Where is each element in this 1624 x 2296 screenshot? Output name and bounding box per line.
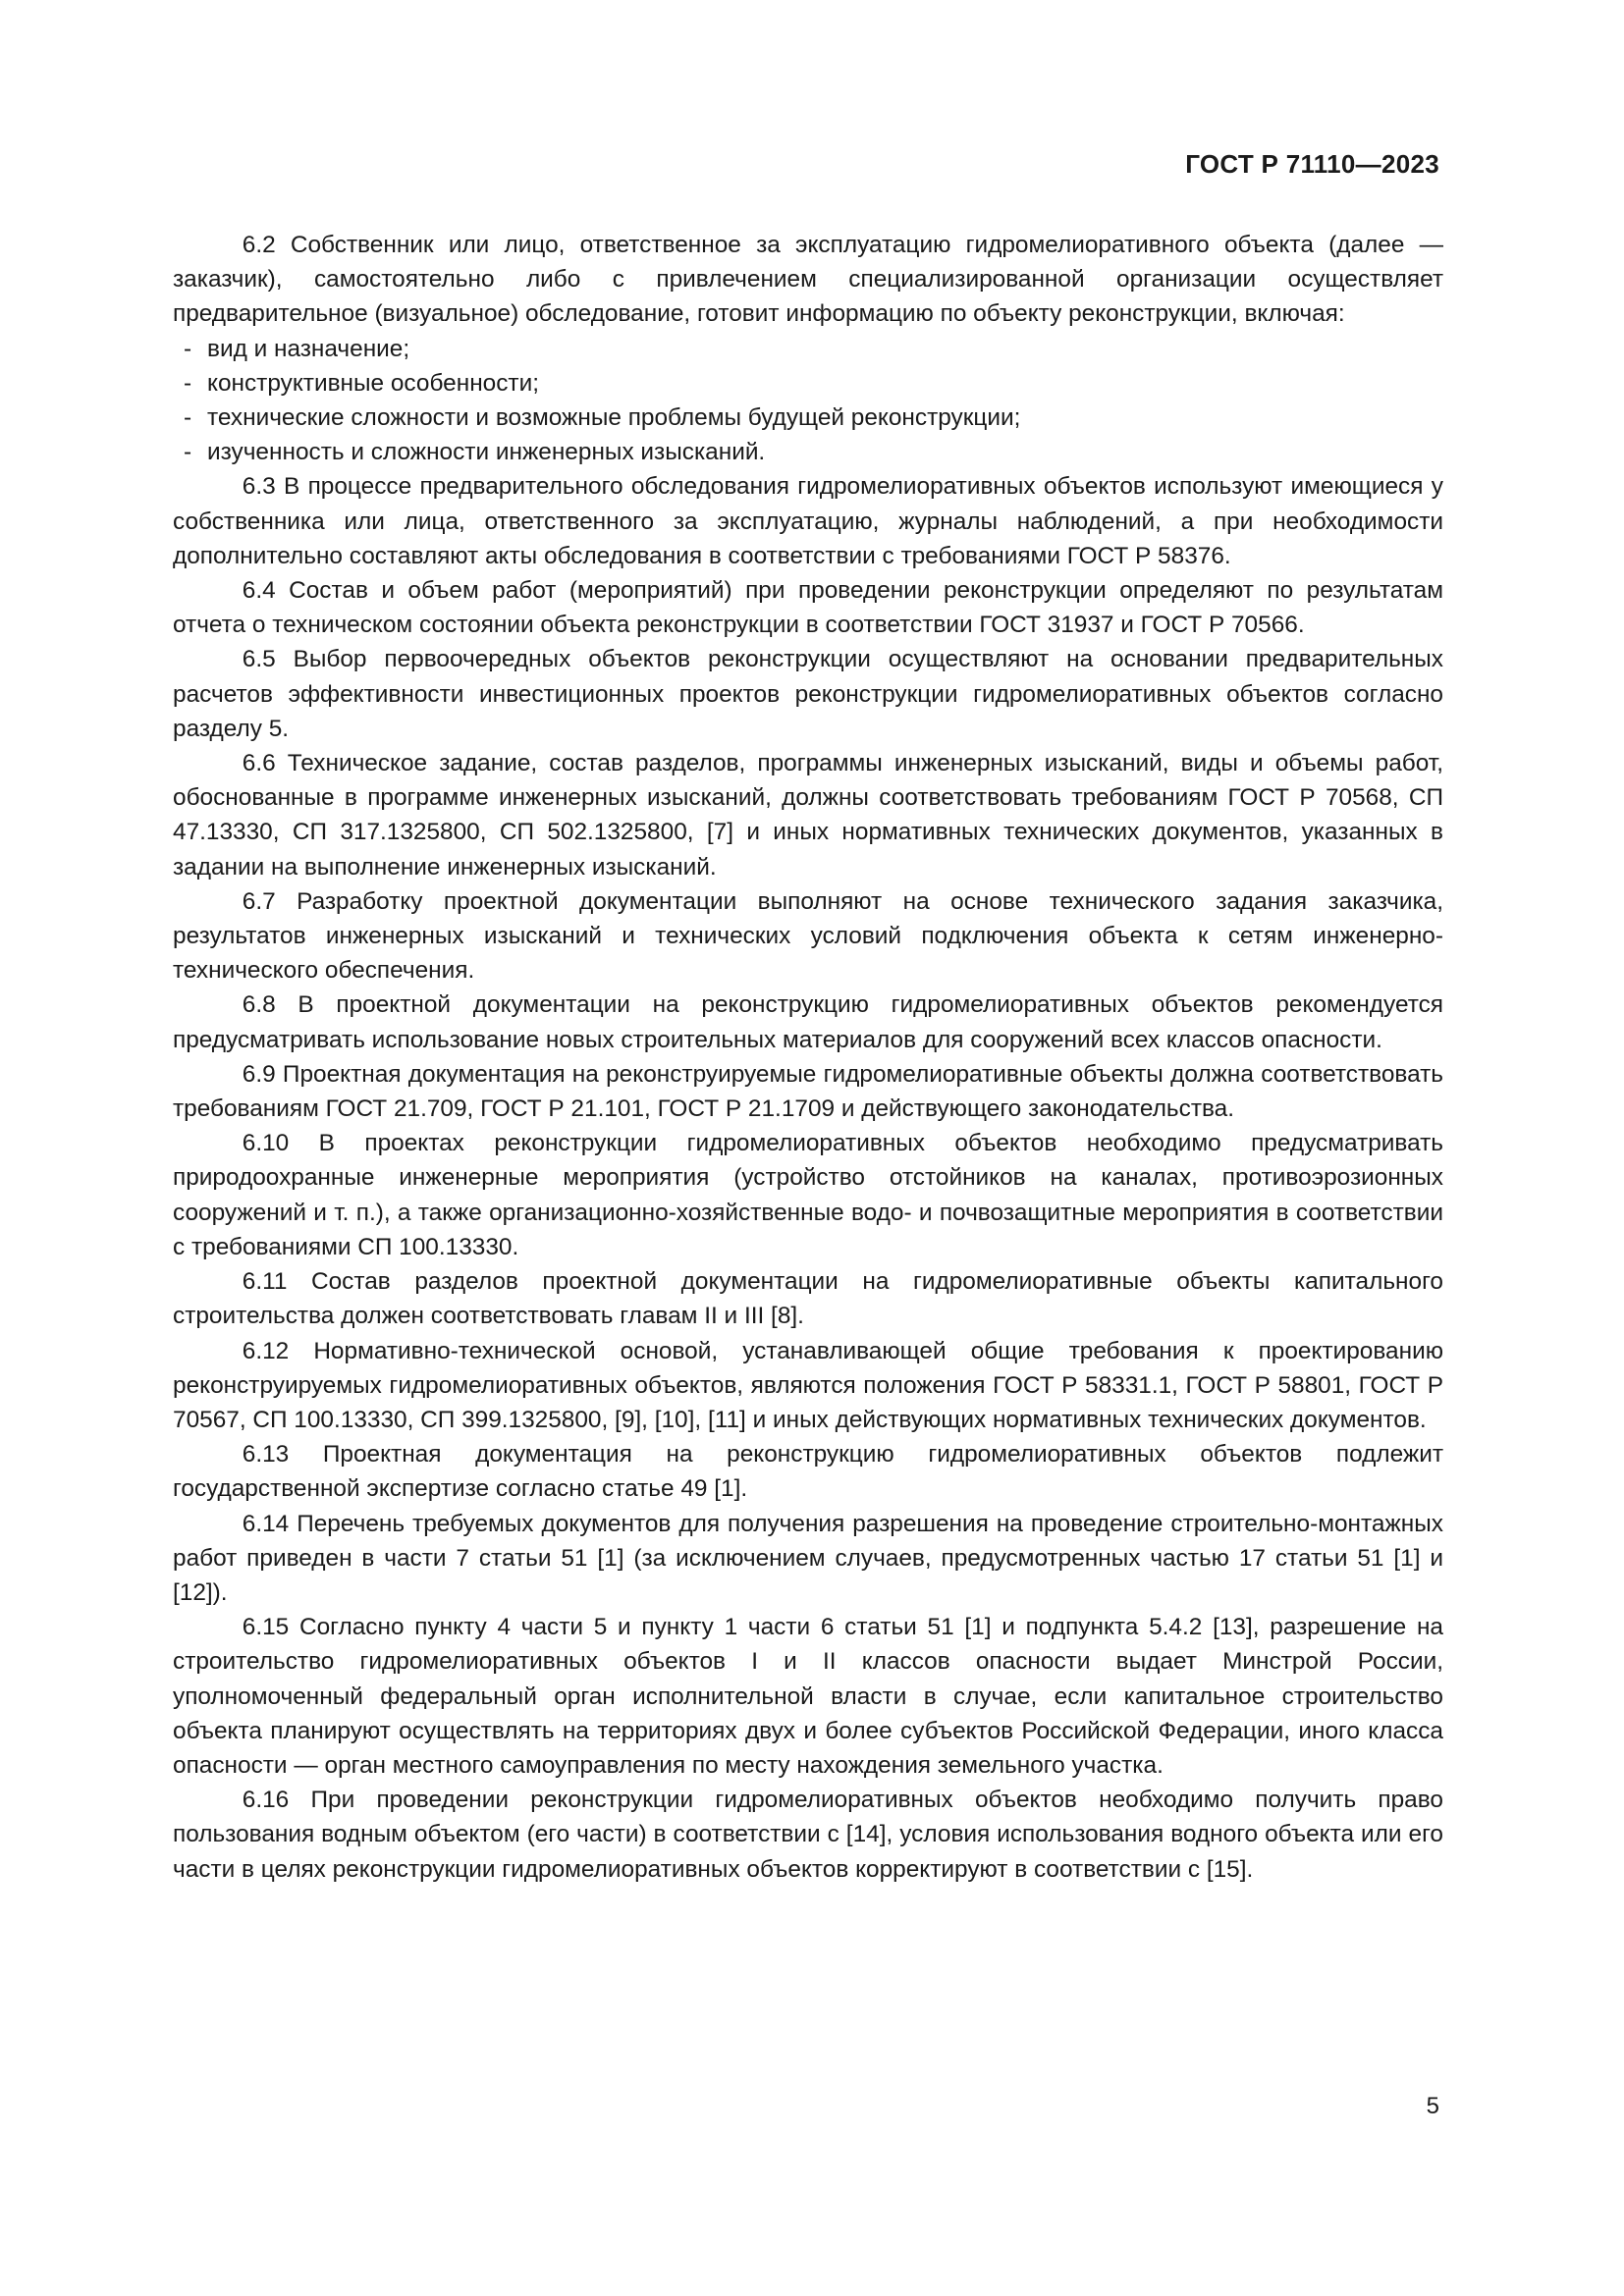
list-item: - вид и назначение; [173,332,1443,366]
paragraph-6-2: 6.2 Собственник или лицо, ответственное за эксплуатацию гидромелиоративного объекта (далее — заказчик), самостоятельно либо с привлечением специализированной организации осуществляет предварительное (визуальное) обследование, готовит информацию по объекту реконструкции, включая: [173,232,1443,328]
paragraph-6-8: 6.8 В проектной документации на реконструкцию гидромелиоративных объектов рекомендуется предусматривать использование новых строительных материалов для сооружений всех классов опасности. [173,991,1443,1053]
list-item: - изученность и сложности инженерных изысканий. [173,435,1443,469]
paragraph-6-5: 6.5 Выбор первоочередных объектов реконструкции осуществляют на основании предварительных расчетов эффективности инвестиционных проектов реконструкции гидромелиоративных объектов согласно разделу 5. [173,646,1443,742]
paragraph-6-10: 6.10 В проектах реконструкции гидромелиоративных объектов необходимо предусматривать природоохранные инженерные мероприятия (устройство отстойников на каналах, противоэрозионных сооружений и т. п.), а также организационно-хозяйственные водо- и почвозащитные мероприятия в соответствии с требованиями СП 100.13330. [173,1130,1443,1260]
paragraph-6-9: 6.9 Проектная документация на реконструируемые гидромелиоративные объекты должна соответствовать требованиям ГОСТ 21.709, ГОСТ Р 21.101, ГОСТ Р 21.1709 и действующего законодательства. [173,1060,1443,1123]
list-dash: - [184,439,192,466]
document-code-header: ГОСТ Р 71110—2023 [1185,149,1439,179]
paragraph-6-12: 6.12 Нормативно-технической основой, устанавливающей общие требования к проектированию реконструируемых гидромелиоративных объектов, являются положения ГОСТ Р 58331.1, ГОСТ Р 58801, ГОСТ Р 70567, СП 100.13330, СП 399.1325800, [9], [10], [11] и иных действующих нормативных технических документов. [173,1337,1443,1433]
paragraph-6-14: 6.14 Перечень требуемых документов для получения разрешения на проведение строительно-монтажных работ приведен в части 7 статьи 51 [1] (за исключением случаев, предусмотренных частью 17 статьи 51 [1] и [12]). [173,1510,1443,1606]
list-dash: - [184,369,192,397]
paragraph-6-6: 6.6 Техническое задание, состав разделов, программы инженерных изысканий, виды и объемы работ, обоснованные в программе инженерных изысканий, должны соответствовать требованиям ГОСТ Р 70568, СП 47.13330, СП 317.1325800, СП 502.1325800, [7] и иных нормативных технических документов, указанных в задании на выполнение инженерных изысканий. [173,750,1443,881]
paragraph-6-13: 6.13 Проектная документация на реконструкцию гидромелиоративных объектов подлежит государственной экспертизе согласно статье 49 [1]. [173,1441,1443,1503]
paragraph-6-7: 6.7 Разработку проектной документации выполняют на основе технического задания заказчика, результатов инженерных изысканий и технических условий подключения объекта к сетям инженерно-технического обеспечения. [173,887,1443,985]
paragraph-6-3: 6.3 В процессе предварительного обследования гидромелиоративных объектов используют имеющиеся у собственника или лица, ответственного за эксплуатацию, журналы наблюдений, а при необходимости дополнительно составляют акты обследования в соответствии с требованиями ГОСТ Р 58376. [173,473,1443,569]
list-item: - технические сложности и возможные проблемы будущей реконструкции; [173,400,1443,435]
paragraph-6-11: 6.11 Состав разделов проектной документации на гидромелиоративные объекты капитального строительства должен соответствовать главам II и III [8]. [173,1268,1443,1330]
list-dash: - [184,404,192,432]
document-body [173,228,1443,1887]
paragraph-6-16: 6.16 При проведении реконструкции гидромелиоративных объектов необходимо получить право пользования водным объектом (его части) в соответствии с [14], условия использования водного объекта или его части в целях реконструкции гидромелиоративных объектов корректируют в соответствии с [15]. [173,1787,1443,1883]
list-item: - конструктивные особенности; [173,366,1443,400]
paragraph-6-15: 6.15 Согласно пункту 4 части 5 и пункту 1 части 6 статьи 51 [1] и подпункта 5.4.2 [13], разрешение на строительство гидромелиоративных объектов I и II классов опасности выдает Минстрой России, уполномоченный федеральный орган исполнительной власти в случае, если капитальное строительство объекта планируют осуществлять на территориях двух и более субъектов Российской Федерации, иного класса опасности — орган местного самоуправления по месту нахождения земельного участка. [173,1614,1443,1779]
list-dash: - [184,335,192,362]
paragraph-6-4: 6.4 Состав и объем работ (мероприятий) при проведении реконструкции определяют по результатам отчета о техническом состоянии объекта реконструкции в соответствии ГОСТ 31937 и ГОСТ Р 70566. [173,577,1443,639]
page-number: 5 [1426,2093,1439,2119]
requirements-list [173,332,1443,470]
